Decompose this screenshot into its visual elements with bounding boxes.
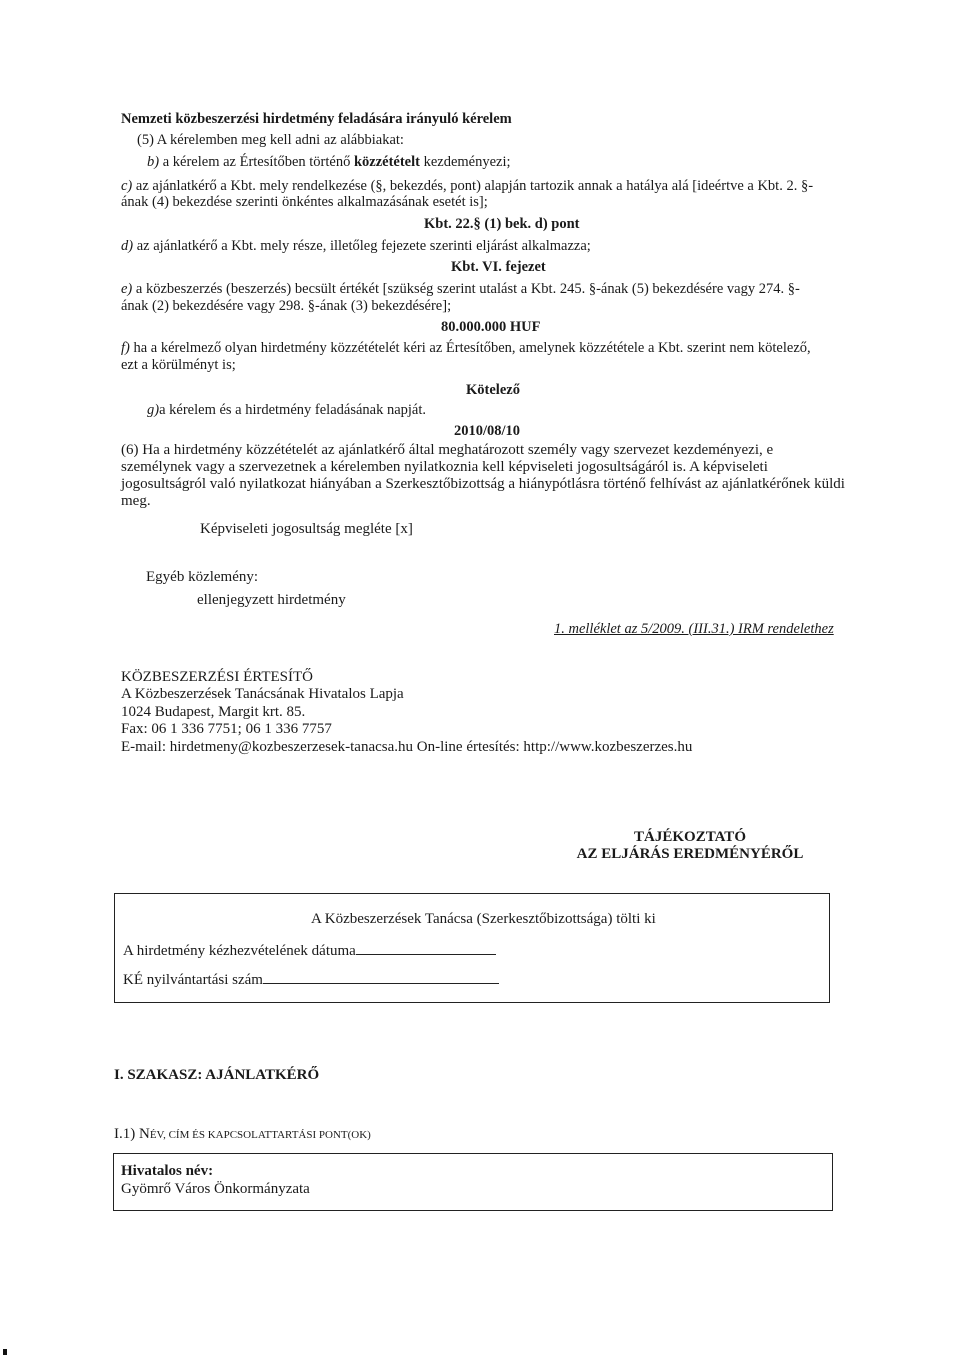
item-d-value: Kbt. VI. fejezet [451, 259, 546, 275]
document-title: Nemzeti közbeszerzési hirdetmény feladására irányuló kérelem [121, 111, 512, 127]
publisher-email: E-mail: hirdetmeny@kozbeszerzesek-tanacsa.hu On-line értesítés: http://www.kozbeszerzes.hu [121, 739, 693, 755]
item-d-marker: d) [121, 238, 134, 254]
section-1-1-heading [114, 1125, 371, 1144]
scan-artifact-mark [3, 1349, 7, 1355]
official-name-box [113, 1153, 833, 1211]
registration-number-label: KÉ nyilvántartási szám [123, 972, 263, 988]
item-d-text: az ajánlatkérő a Kbt. mely része, illetőleg fejezete szerinti eljárást alkalmazza; [133, 238, 591, 254]
other-notice-label: Egyéb közlemény: [146, 569, 259, 585]
item-g-marker: g) [147, 402, 160, 418]
registration-number-field[interactable] [263, 969, 499, 984]
notice-title-line2: AZ ELJÁRÁS EREDMÉNYÉRŐL [576, 846, 804, 862]
item-f-line2: ezt a körülményt is; [121, 357, 236, 373]
section-1-title: I. SZAKASZ: AJÁNLATKÉRŐ [114, 1067, 320, 1083]
item-b-marker: b) [147, 154, 160, 170]
item-e [121, 280, 800, 298]
paragraph-5-intro: (5) A kérelemben meg kell adni az alábbiakat: [137, 132, 404, 148]
section-1-1-prefix: I.1) N [114, 1126, 150, 1142]
official-name-value: Gyömrő Város Önkormányzata [121, 1181, 310, 1197]
council-box [114, 893, 830, 1003]
receipt-date-label: A hirdetmény kézhezvételének dátuma [123, 943, 356, 959]
item-b [147, 153, 511, 171]
section-1-1-text: ÉV, CÍM ÉS KAPCSOLATTARTÁSI PONT(OK) [149, 1129, 371, 1141]
publisher-name: KÖZBESZERZÉSI ÉRTESÍTŐ [121, 669, 314, 685]
annex-reference: 1. melléklet az 5/2009. (III.31.) IRM rendelethez [554, 621, 834, 637]
item-b-text: a kérelem az Értesítőben történő [159, 154, 354, 170]
item-d [121, 237, 591, 255]
item-c-line2: ának (4) bekezdése szerinti önkéntes alkalmazásának esetét is]; [121, 194, 488, 210]
item-e-line2: ának (2) bekezdésére vagy 298. §-ának (3) bekezdésére]; [121, 298, 452, 314]
registration-number-row [123, 969, 499, 990]
official-name-label: Hivatalos név: [121, 1163, 214, 1179]
item-c-value: Kbt. 22.§ (1) bek. d) pont [424, 216, 580, 232]
item-f-marker: f) [121, 340, 130, 356]
paragraph-6-line2: személynek vagy a szervezetnek a kérelemben nyilatkoznia kell képviseleti jogosultságáról is. A képviseleti [121, 459, 768, 475]
representation-checkbox-label: Képviseleti jogosultság megléte [x] [200, 521, 413, 537]
publisher-address: 1024 Budapest, Margit krt. 85. [121, 704, 306, 720]
receipt-date-row [123, 940, 496, 961]
item-b-bold: közzétételt [353, 154, 420, 170]
item-f-value: Kötelező [466, 382, 520, 398]
paragraph-6-line4: meg. [121, 493, 151, 509]
item-g-value: 2010/08/10 [454, 423, 521, 439]
item-b-suffix: kezdeményezi; [419, 154, 511, 170]
item-e-value: 80.000.000 HUF [441, 319, 541, 335]
item-g-text: a kérelem és a hirdetmény feladásának napját. [159, 402, 427, 418]
item-e-marker: e) [121, 281, 133, 297]
publisher-fax: Fax: 06 1 336 7751; 06 1 336 7757 [121, 721, 332, 737]
paragraph-6-line1: (6) Ha a hirdetmény közzétételét az ajánlatkérő által meghatározott személy vagy szervezet kezdeményezi, e [121, 442, 774, 458]
receipt-date-field[interactable] [356, 940, 496, 955]
council-box-heading: A Közbeszerzések Tanácsa (Szerkesztőbizottsága) tölti ki [311, 911, 656, 927]
notice-title-line1: TÁJÉKOZTATÓ [634, 829, 746, 845]
paragraph-6-line3: jogosultságról való nyilatkozat hiányában a Szerkesztőbizottság a hiánypótlásra történő felhívást az ajánlatkérőnek küldi [121, 476, 845, 492]
other-notice-value: ellenjegyzett hirdetmény [197, 592, 346, 608]
item-c-marker: c) [121, 178, 133, 194]
item-e-line1: a közbeszerzés (beszerzés) becsült értékét [szükség szerint utalást a Kbt. 245. §-ának (5) bekezdésére vagy 274. §- [132, 281, 800, 297]
item-c-line1: az ajánlatkérő a Kbt. mely rendelkezése (§, bekezdés, pont) alapján tartozik annak a hatálya alá [ideértve a Kbt. 2. §- [132, 178, 814, 194]
item-f [121, 339, 811, 357]
publisher-subtitle: A Közbeszerzések Tanácsának Hivatalos Lapja [121, 686, 404, 702]
item-f-line1: ha a kérelmező olyan hirdetmény közzétételét kéri az Értesítőben, amelynek közzététele a Kbt. szerint nem kötelező, [129, 340, 811, 356]
item-g [147, 401, 426, 419]
